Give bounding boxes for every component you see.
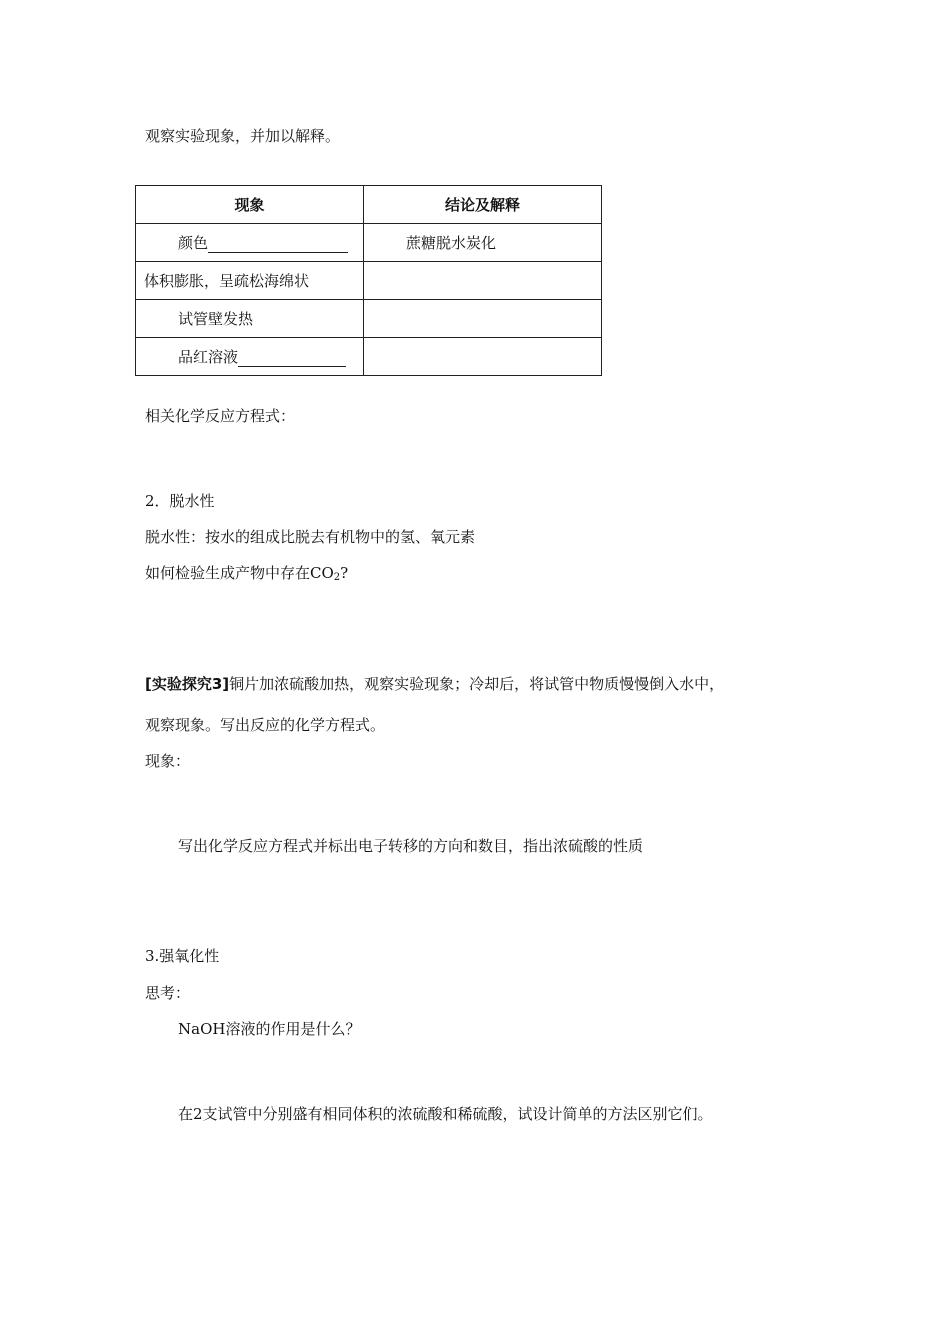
table-cell xyxy=(136,262,364,300)
table-row xyxy=(136,262,602,300)
section-3-heading: 3.强氧化性 xyxy=(145,947,220,965)
table-cell xyxy=(136,300,364,338)
section-2-heading: 2．脱水性 xyxy=(145,492,215,510)
naoh-question: NaOH溶液的作用是什么？ xyxy=(178,1020,361,1038)
subscript: 2 xyxy=(333,572,341,583)
conclusion-text: 蔗糖脱水炭化 xyxy=(406,234,497,252)
table-cell xyxy=(364,300,602,338)
table-cell xyxy=(136,224,364,262)
acid-distinguish-question: 在2支试管中分别盛有相同体积的浓硫酸和稀硫酸，试设计简单的方法区别它们。 xyxy=(178,1105,713,1123)
equation-task: 写出化学反应方程式并标出电子转移的方向和数目，指出浓硫酸的性质 xyxy=(178,837,644,855)
table-cell xyxy=(364,262,602,300)
table-header-row xyxy=(136,186,602,224)
experiment-3-text: 铜片加浓硫酸加热，观察实验现象；冷却后，将试管中物质慢慢倒入水中， xyxy=(229,675,725,693)
co2-question xyxy=(145,563,348,588)
header-phenomenon: 现象 xyxy=(136,186,364,224)
fill-in-blank xyxy=(238,350,346,367)
phenomenon-text: 试管壁发热 xyxy=(178,310,254,328)
equation-prompt: 相关化学反应方程式： xyxy=(145,407,296,425)
table-cell xyxy=(364,338,602,376)
co2-question-text: 如何检验生成产物中存在CO xyxy=(145,564,334,582)
question-mark: ? xyxy=(340,564,349,582)
table-row xyxy=(136,300,602,338)
phenomenon-label: 现象： xyxy=(145,752,191,770)
table-row xyxy=(136,338,602,376)
table-cell xyxy=(364,224,602,262)
header-conclusion: 结论及解释 xyxy=(364,186,602,224)
experiment-3-line1 xyxy=(145,674,724,694)
phenomenon-text: 体积膨胀，呈疏松海绵状 xyxy=(144,272,310,290)
phenomenon-color-label: 颜色 xyxy=(178,234,209,252)
phenomenon-dye-label: 品红溶液 xyxy=(178,348,239,366)
intro-text: 观察实验现象，并加以解释。 xyxy=(145,127,341,145)
table-row xyxy=(136,224,602,262)
fill-in-blank xyxy=(208,236,348,253)
table-cell xyxy=(136,338,364,376)
observation-table xyxy=(135,185,602,376)
experiment-3-label: [实验探究3] xyxy=(145,675,230,693)
dehydration-definition: 脱水性：按水的组成比脱去有机物中的氢、氧元素 xyxy=(145,528,476,546)
think-label: 思考： xyxy=(145,984,191,1002)
experiment-3-line2: 观察现象。写出反应的化学方程式。 xyxy=(145,716,386,734)
